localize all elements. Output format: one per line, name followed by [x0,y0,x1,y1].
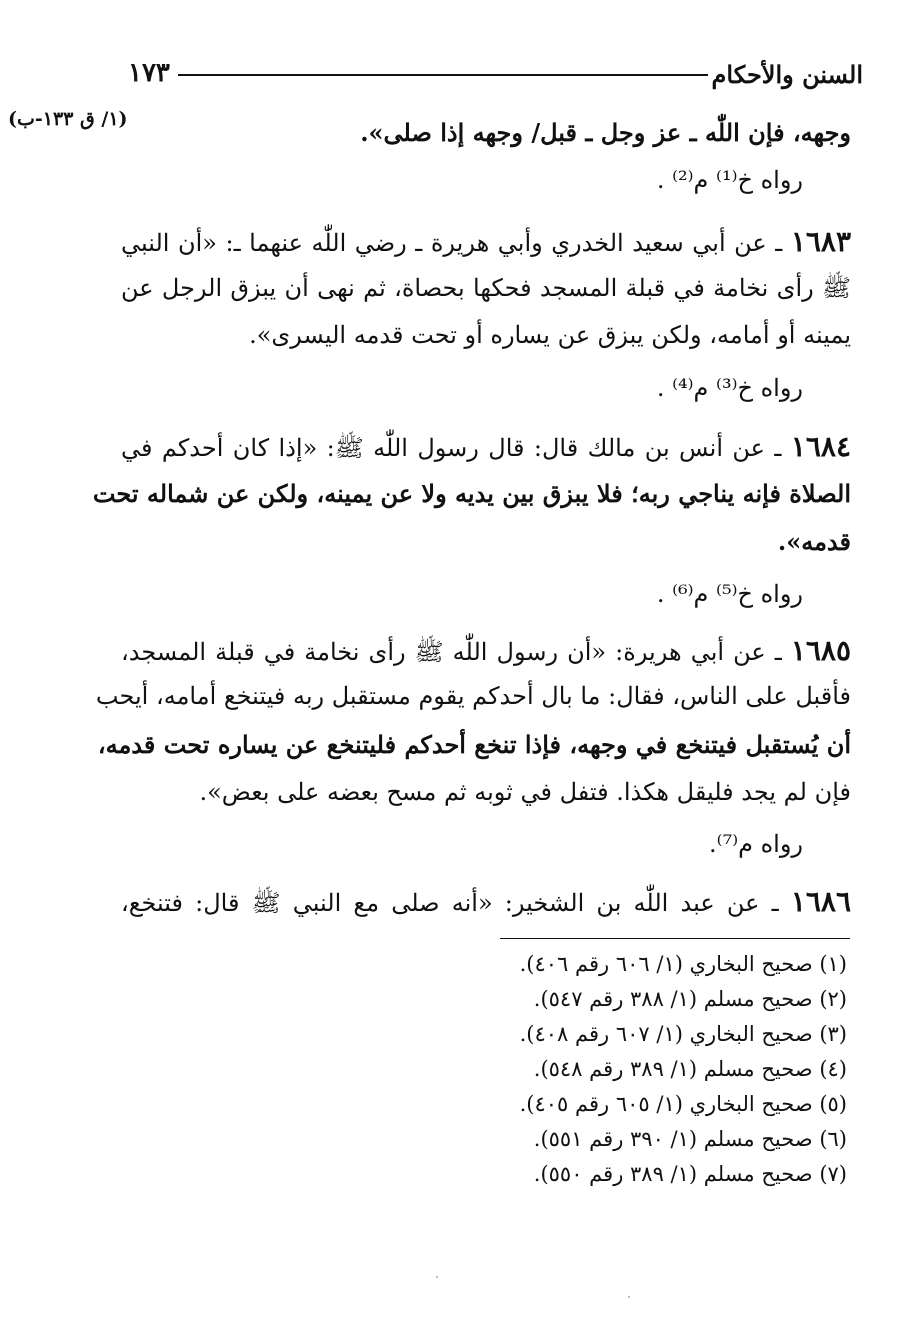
continuation-line: وجهه، فإن اللّٰه ـ عز وجل ـ قبل/ وجهه إذا صلى». [360,118,851,147]
hadith-number: ١٦٨٦ [790,885,851,918]
hadith-1683-line-3: يمينه أو أمامه، ولكن يبزق عن يساره أو تحت قدمه اليسرى». [249,321,851,349]
riwaya-line: رواه خ⁽⁵⁾ م⁽⁶⁾ . [656,580,803,608]
hadith-1683-line-1 [121,225,851,258]
riwaya-line: رواه خ⁽³⁾ م⁽⁴⁾ . [656,374,803,402]
riwaya-line: رواه خ⁽¹⁾ م⁽²⁾ . [656,166,803,194]
footnote-5: (٥) صحيح البخاري (١/ ٦٠٥ رقم ٤٠٥). [519,1092,847,1116]
hadith-number: ١٦٨٥ [790,634,851,667]
hadith-1683-line-2: ﷺ رأى نخامة في قبلة المسجد فحكها بحصاة، ثم نهى أن يبزق الرجل عن [121,274,851,302]
hadith-number: ١٦٨٤ [790,430,851,463]
hadith-1685-line-1 [121,634,851,672]
footnote-1: (١) صحيح البخاري (١/ ٦٠٦ رقم ٤٠٦). [519,952,847,976]
footnote-6: (٦) صحيح مسلم (١/ ٣٩٠ رقم ٥٥١). [533,1127,847,1151]
hadith-1685-line-4: فإن لم يجد فليقل هكذا. فتفل في ثوبه ثم مسح بعضه على بعض». [199,778,851,806]
running-title: السنن والأحكام [711,60,863,89]
riwaya-line: رواه م⁽⁷⁾. [709,830,803,858]
manuscript-reference: (١/ ق ١٣٣-ب) [8,108,128,130]
hadith-text: ـ عن أنس بن مالك قال: قال رسول اللّٰه ﷺ: «إذا كان أحدكم في [121,434,782,462]
footnote-2: (٢) صحيح مسلم (١/ ٣٨٨ رقم ٥٤٧). [533,987,847,1011]
hadith-text: ـ عن أبي هريرة: «أن رسول اللّٰه ﷺ رأى نخامة في قبلة المسجد، [121,638,782,666]
page-number: ١٧٣ [128,58,170,88]
hadith-1684-line-2: الصلاة فإنه يناجي ربه؛ فلا يبزق بين يديه ولا عن يمينه، ولكن عن شماله تحت [92,479,851,508]
hadith-text: ـ عن عبد اللّٰه بن الشخير: «أنه صلى مع النبي ﷺ قال: فتنخع، [121,889,779,917]
hadith-number: ١٦٨٣ [790,225,851,258]
footnote-7: (٧) صحيح مسلم (١/ ٣٨٩ رقم ٥٥٠). [533,1162,847,1186]
scan-speck [436,1276,438,1278]
header-rule [178,74,708,76]
hadith-text: ـ عن أبي سعيد الخدري وأبي هريرة ـ رضي اللّٰه عنهما ـ: «أن النبي [121,229,783,257]
footnote-rule [500,938,850,939]
hadith-1684-line-1 [121,430,851,468]
hadith-1685-line-3: أن يُستقبل فيتنخع في وجهه، فإذا تنخع أحدكم فليتنخع عن يساره تحت قدمه، [97,730,851,759]
footnote-3: (٣) صحيح البخاري (١/ ٦٠٧ رقم ٤٠٨). [519,1022,847,1046]
hadith-1686-line-1 [121,885,851,923]
hadith-1685-line-2: فأقبل على الناس، فقال: ما بال أحدكم يقوم مستقبل ربه فيتنخع أمامه، أيحب [95,682,851,710]
scan-speck [628,1296,630,1298]
hadith-1684-line-3: قدمه». [777,527,851,556]
footnote-4: (٤) صحيح مسلم (١/ ٣٨٩ رقم ٥٤٨). [533,1057,847,1081]
